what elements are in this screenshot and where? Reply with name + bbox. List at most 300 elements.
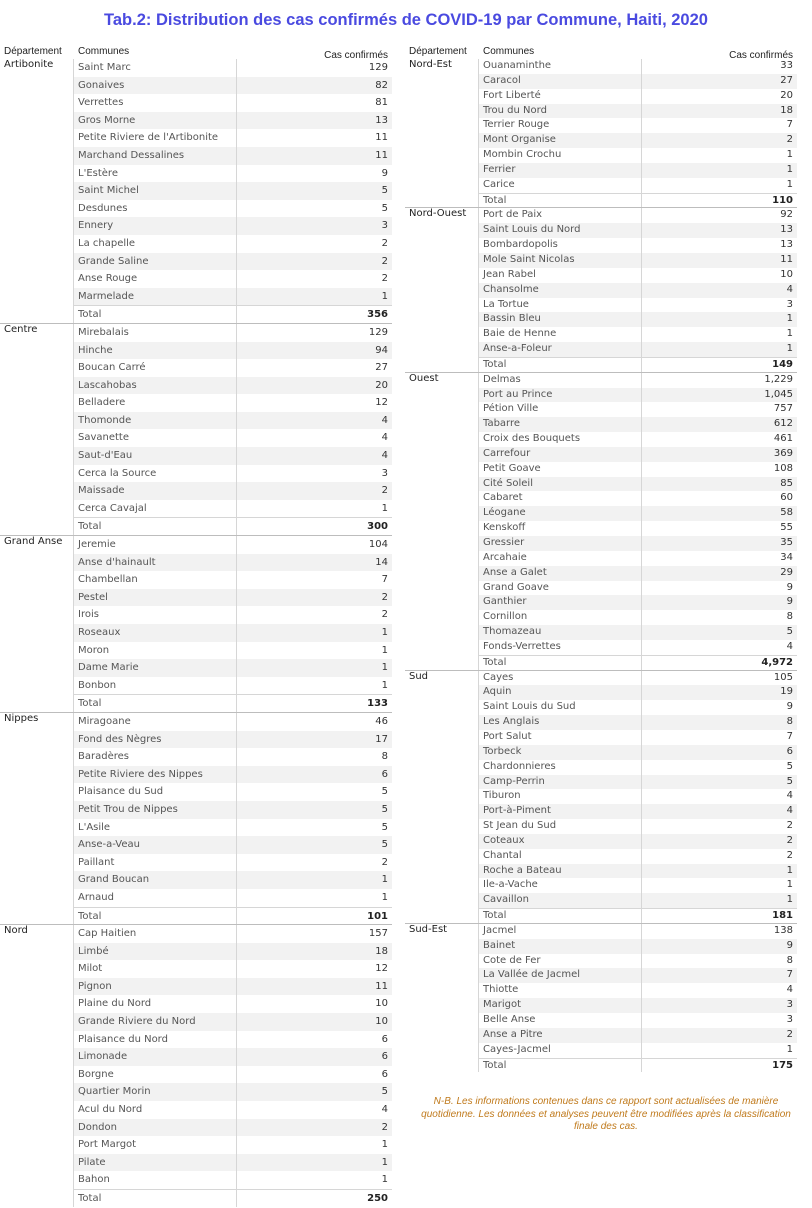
- commune-name: Port au Prince: [479, 388, 642, 403]
- table-row: [74, 536, 392, 554]
- commune-rows: [73, 59, 392, 323]
- case-count: 1: [642, 342, 797, 357]
- table-row: [479, 595, 797, 610]
- commune-name: Baie de Henne: [479, 327, 642, 342]
- commune-name: La Tortue: [479, 298, 642, 313]
- case-count: 13: [780, 239, 793, 251]
- commune-name: Marchand Dessalines: [74, 147, 237, 165]
- total-row: [74, 1189, 392, 1207]
- case-count: 81: [375, 97, 388, 109]
- case-count: 8: [381, 751, 388, 763]
- commune-name: Acul du Nord: [74, 1101, 237, 1119]
- case-count: 4: [786, 984, 793, 996]
- table-row: [479, 104, 797, 119]
- case-count: 1: [642, 163, 797, 178]
- case-count: 60: [780, 492, 793, 504]
- department-name: Artibonite: [4, 59, 54, 70]
- table-row: [74, 554, 392, 572]
- case-count: 4: [786, 790, 793, 802]
- commune-name: Plaisance du Nord: [74, 1031, 237, 1049]
- case-count: 3: [642, 998, 797, 1013]
- total-value: 300: [237, 517, 392, 535]
- header-departement: Département: [4, 46, 62, 57]
- case-count: 4: [237, 412, 392, 430]
- case-count: 7: [786, 119, 793, 131]
- case-count: 4: [642, 283, 797, 298]
- commune-rows: [73, 324, 392, 535]
- commune-name: Carrefour: [479, 447, 642, 462]
- commune-name: Baradères: [74, 748, 237, 766]
- case-count: 1: [381, 502, 388, 514]
- commune-name: Grand Boucan: [74, 871, 237, 889]
- table-row: [74, 182, 392, 200]
- table-row: [74, 465, 392, 483]
- table-row: [74, 324, 392, 342]
- table-row: [74, 1048, 392, 1066]
- case-count: 1: [237, 1154, 392, 1172]
- commune-name: Gonaives: [74, 77, 237, 95]
- commune-name: Anse d'hainault: [74, 554, 237, 572]
- commune-name: Les Anglais: [479, 715, 642, 730]
- case-count: 1: [381, 644, 388, 656]
- total-value: 101: [237, 907, 392, 925]
- table-row: [74, 571, 392, 589]
- table-row: [479, 342, 797, 357]
- case-count: 5: [642, 625, 797, 640]
- case-count: 8: [786, 611, 793, 623]
- total-label: Total: [74, 694, 237, 712]
- case-count: 1: [237, 624, 392, 642]
- case-count: 2: [786, 849, 793, 861]
- right-table: [405, 44, 797, 1072]
- commune-name: Saint Marc: [74, 59, 237, 77]
- case-count: 10: [375, 998, 388, 1010]
- case-count: 5: [381, 202, 388, 214]
- total-row: [74, 517, 392, 535]
- case-count: 7: [381, 574, 388, 586]
- commune-name: Anse-a-Foleur: [479, 342, 642, 357]
- total-row: [479, 908, 797, 923]
- table-row: [479, 954, 797, 969]
- commune-name: Desdunes: [74, 200, 237, 218]
- department-name: Ouest: [409, 372, 439, 384]
- total-value: 4,972: [642, 655, 797, 670]
- total-label: Total: [74, 305, 237, 323]
- commune-name: Mole Saint Nicolas: [479, 253, 642, 268]
- table-row: [479, 834, 797, 849]
- commune-name: L'Estère: [74, 165, 237, 183]
- table-row: [74, 925, 392, 943]
- case-count: 11: [237, 147, 392, 165]
- total-label: Total: [479, 908, 642, 923]
- commune-name: Cabaret: [479, 491, 642, 506]
- commune-name: Plaisance du Sud: [74, 783, 237, 801]
- table-row: [74, 500, 392, 518]
- table-row: [479, 133, 797, 148]
- commune-name: Coteaux: [479, 834, 642, 849]
- commune-name: L'Asile: [74, 819, 237, 837]
- commune-name: Mirebalais: [74, 324, 237, 342]
- table-row: [479, 745, 797, 760]
- table-row: [479, 253, 797, 268]
- commune-name: Petit Trou de Nippes: [74, 801, 237, 819]
- table-row: [74, 801, 392, 819]
- case-count: 27: [375, 362, 388, 374]
- table-row: [479, 581, 797, 596]
- table-row: [74, 819, 392, 837]
- commune-name: Borgne: [74, 1066, 237, 1084]
- case-count: 29: [642, 566, 797, 581]
- table-row: [479, 148, 797, 163]
- case-count: 11: [375, 132, 388, 144]
- case-count: 129: [368, 62, 388, 73]
- case-count: 2: [381, 856, 388, 868]
- commune-name: Pétion Ville: [479, 402, 642, 417]
- table-row: [479, 283, 797, 298]
- table-row: [479, 298, 797, 313]
- table-row: [479, 715, 797, 730]
- department-name: Centre: [4, 323, 38, 335]
- table-row: [479, 610, 797, 625]
- case-count: 1: [786, 328, 793, 340]
- case-count: 2: [642, 1028, 797, 1043]
- case-count: 6: [237, 1048, 392, 1066]
- commune-name: Chantal: [479, 849, 642, 864]
- table-row: [479, 447, 797, 462]
- commune-name: Paillant: [74, 854, 237, 872]
- commune-name: Cerca Cavajal: [74, 500, 237, 518]
- commune-name: Port Salut: [479, 730, 642, 745]
- commune-name: Roseaux: [74, 624, 237, 642]
- case-count: 5: [237, 801, 392, 819]
- table-row: [479, 521, 797, 536]
- case-count: 157: [368, 928, 388, 940]
- table-row: [479, 700, 797, 715]
- commune-name: Bombardopolis: [479, 238, 642, 253]
- table-row: [479, 223, 797, 238]
- case-count: 33: [780, 60, 793, 71]
- commune-rows: [478, 59, 797, 207]
- case-count: 82: [237, 77, 392, 95]
- table-header: [405, 44, 797, 59]
- case-count: 2: [237, 253, 392, 271]
- total-value: 181: [642, 908, 797, 923]
- total-row: [479, 1058, 797, 1073]
- case-count: 11: [237, 978, 392, 996]
- commune-name: Croix des Bouquets: [479, 432, 642, 447]
- table-row: [74, 589, 392, 607]
- case-count: 1: [381, 1139, 388, 1151]
- commune-name: Grand Goave: [479, 581, 642, 596]
- case-count: 58: [642, 506, 797, 521]
- table-row: [74, 748, 392, 766]
- table-row: [479, 238, 797, 253]
- commune-name: Aquin: [479, 685, 642, 700]
- case-count: 9: [381, 167, 388, 179]
- case-count: 12: [375, 963, 388, 975]
- table-row: [74, 342, 392, 360]
- commune-name: Léogane: [479, 506, 642, 521]
- table-row: [479, 432, 797, 447]
- case-count: 55: [780, 522, 793, 534]
- table-row: [74, 889, 392, 907]
- case-count: 19: [642, 685, 797, 700]
- commune-name: Pilate: [74, 1154, 237, 1172]
- table-row: [74, 217, 392, 235]
- commune-name: La Vallée de Jacmel: [479, 968, 642, 983]
- table-row: [74, 836, 392, 854]
- case-count: 1: [237, 659, 392, 677]
- case-count: 17: [237, 731, 392, 749]
- commune-name: Chambellan: [74, 571, 237, 589]
- commune-name: Chansolme: [479, 283, 642, 298]
- table-row: [479, 312, 797, 327]
- case-count: 1: [642, 864, 797, 879]
- table-row: [74, 871, 392, 889]
- department-group: [0, 924, 392, 1207]
- total-row: [74, 907, 392, 925]
- table-row: [479, 924, 797, 939]
- commune-name: Trou du Nord: [479, 104, 642, 119]
- case-count: 1: [786, 149, 793, 161]
- table-row: [74, 129, 392, 147]
- case-count: 1: [786, 1043, 793, 1055]
- commune-name: Gressier: [479, 536, 642, 551]
- commune-name: Arnaud: [74, 889, 237, 907]
- commune-name: Pignon: [74, 978, 237, 996]
- total-row: [479, 357, 797, 372]
- table-row: [479, 998, 797, 1013]
- header-cas-confirmes: Cas confirmés: [729, 50, 793, 61]
- total-value: 356: [237, 305, 392, 323]
- commune-name: Maissade: [74, 482, 237, 500]
- commune-name: Cayes-Jacmel: [479, 1043, 642, 1058]
- total-value: 133: [237, 694, 392, 712]
- table-row: [479, 819, 797, 834]
- case-count: 4: [237, 447, 392, 465]
- table-row: [479, 74, 797, 89]
- case-count: 5: [237, 182, 392, 200]
- department-name: Sud: [409, 670, 429, 682]
- total-label: Total: [479, 357, 642, 372]
- commune-name: Marmelade: [74, 288, 237, 306]
- department-group: [405, 207, 797, 371]
- table-row: [74, 1136, 392, 1154]
- commune-name: Torbeck: [479, 745, 642, 760]
- total-label: Total: [479, 655, 642, 670]
- commune-name: La chapelle: [74, 235, 237, 253]
- case-count: 6: [642, 745, 797, 760]
- department-group: [0, 323, 392, 535]
- commune-rows: [73, 536, 392, 712]
- table-row: [74, 412, 392, 430]
- commune-name: Mombin Crochu: [479, 148, 642, 163]
- table-row: [74, 677, 392, 695]
- commune-rows: [478, 924, 797, 1072]
- case-count: 12: [375, 397, 388, 409]
- case-count: 10: [780, 268, 793, 280]
- table-row: [479, 849, 797, 864]
- commune-name: Mont Organise: [479, 133, 642, 148]
- table-row: [479, 506, 797, 521]
- total-row: [74, 305, 392, 323]
- commune-name: Anse a Galet: [479, 566, 642, 581]
- total-value: 110: [642, 193, 797, 208]
- case-count: 3: [786, 1014, 793, 1025]
- case-count: 5: [381, 786, 388, 798]
- case-count: 3: [381, 467, 388, 479]
- commune-name: Plaine du Nord: [74, 995, 237, 1013]
- left-table: [0, 44, 392, 1207]
- commune-name: Dondon: [74, 1119, 237, 1137]
- case-count: 8: [786, 954, 793, 966]
- table-row: [74, 1031, 392, 1049]
- commune-name: Cornillon: [479, 610, 642, 625]
- table-row: [479, 893, 797, 908]
- case-count: 1: [642, 312, 797, 327]
- page-title: Tab.2: Distribution des cas confirmés de COVID-19 par Commune, Haiti, 2020: [104, 11, 708, 29]
- table-row: [74, 995, 392, 1013]
- commune-name: Anse a Pitre: [479, 1028, 642, 1043]
- case-count: 9: [786, 581, 793, 593]
- commune-name: Moron: [74, 642, 237, 660]
- case-count: 7: [786, 730, 793, 742]
- commune-name: Petite Riviere de l'Artibonite: [74, 129, 237, 147]
- case-count: 20: [780, 89, 793, 101]
- left-groups: [0, 59, 392, 1207]
- table-row: [479, 939, 797, 954]
- commune-name: Gros Morne: [74, 112, 237, 130]
- case-count: 1: [381, 891, 388, 903]
- commune-name: Ganthier: [479, 595, 642, 610]
- commune-name: Cap Haitien: [74, 925, 237, 943]
- commune-name: Delmas: [479, 373, 642, 388]
- table-row: [479, 327, 797, 342]
- commune-name: Boucan Carré: [74, 359, 237, 377]
- commune-name: Arcahaie: [479, 551, 642, 566]
- commune-name: Port Margot: [74, 1136, 237, 1154]
- table-row: [479, 1013, 797, 1028]
- table-row: [74, 1171, 392, 1189]
- table-row: [74, 394, 392, 412]
- commune-rows: [478, 373, 797, 670]
- commune-name: Cerca la Source: [74, 465, 237, 483]
- case-count: 27: [642, 74, 797, 89]
- department-group: [0, 59, 392, 323]
- table-row: [479, 685, 797, 700]
- table-row: [74, 1154, 392, 1172]
- case-count: 1: [237, 871, 392, 889]
- commune-name: Miragoane: [74, 713, 237, 731]
- commune-name: St Jean du Sud: [479, 819, 642, 834]
- department-name: Nord: [4, 925, 28, 937]
- commune-name: Ferrier: [479, 163, 642, 178]
- table-row: [479, 864, 797, 879]
- case-count: 1: [642, 893, 797, 908]
- table-row: [74, 147, 392, 165]
- commune-name: Saint Louis du Nord: [479, 223, 642, 238]
- department-name: Grand Anse: [4, 536, 63, 548]
- table-row: [479, 760, 797, 775]
- case-count: 1,229: [764, 373, 793, 385]
- commune-name: Jean Rabel: [479, 268, 642, 283]
- footnote: N-B. Les informations contenues dans ce rapport sont actualisées de manière quotidienne. Les données et analyses peuvent être modifiées après la classification finale des cas.: [421, 1096, 791, 1132]
- case-count: 1: [381, 679, 388, 691]
- commune-name: Hinche: [74, 342, 237, 360]
- commune-name: Cité Soleil: [479, 477, 642, 492]
- commune-name: Fonds-Verrettes: [479, 640, 642, 655]
- table-row: [479, 730, 797, 745]
- total-value: 149: [642, 357, 797, 372]
- table-row: [74, 783, 392, 801]
- case-count: 104: [368, 539, 388, 551]
- commune-name: Thomazeau: [479, 625, 642, 640]
- department-name: Nord-Ouest: [409, 208, 467, 220]
- table-row: [479, 208, 797, 223]
- department-name: Nord-Est: [409, 59, 452, 70]
- case-count: 13: [642, 223, 797, 238]
- table-row: [74, 1013, 392, 1031]
- table-row: [74, 482, 392, 500]
- table-row: [479, 566, 797, 581]
- table-row: [74, 624, 392, 642]
- case-count: 5: [786, 760, 793, 772]
- case-count: 6: [237, 766, 392, 784]
- case-count: 2: [381, 273, 388, 285]
- commune-name: Cayes: [479, 671, 642, 686]
- table-row: [74, 77, 392, 95]
- commune-rows: [73, 713, 392, 924]
- commune-name: Verrettes: [74, 94, 237, 112]
- commune-rows: [73, 925, 392, 1207]
- table-row: [74, 112, 392, 130]
- department-group: [405, 372, 797, 670]
- department-group: [405, 923, 797, 1072]
- table-row: [74, 235, 392, 253]
- table-row: [479, 536, 797, 551]
- case-count: 2: [642, 133, 797, 148]
- table-row: [74, 731, 392, 749]
- case-count: 2: [381, 609, 388, 621]
- commune-name: Lascahobas: [74, 377, 237, 395]
- table-row: [479, 983, 797, 998]
- case-count: 3: [786, 298, 793, 310]
- table-row: [74, 200, 392, 218]
- commune-name: Camp-Perrin: [479, 775, 642, 790]
- case-count: 34: [780, 551, 793, 563]
- commune-name: Bonbon: [74, 677, 237, 695]
- table-row: [479, 417, 797, 432]
- commune-name: Ouanaminthe: [479, 59, 642, 74]
- table-row: [74, 377, 392, 395]
- table-row: [74, 1101, 392, 1119]
- commune-name: Saint Louis du Sud: [479, 700, 642, 715]
- commune-name: Jacmel: [479, 924, 642, 939]
- table-row: [479, 462, 797, 477]
- table-row: [479, 1028, 797, 1043]
- commune-name: Thiotte: [479, 983, 642, 998]
- table-row: [479, 804, 797, 819]
- case-count: 18: [642, 104, 797, 119]
- table-row: [74, 359, 392, 377]
- commune-name: Port de Paix: [479, 208, 642, 223]
- case-count: 1: [786, 879, 793, 891]
- case-count: 35: [642, 536, 797, 551]
- table-row: [479, 402, 797, 417]
- case-count: 2: [381, 237, 388, 249]
- total-label: Total: [479, 1058, 642, 1073]
- table-row: [479, 551, 797, 566]
